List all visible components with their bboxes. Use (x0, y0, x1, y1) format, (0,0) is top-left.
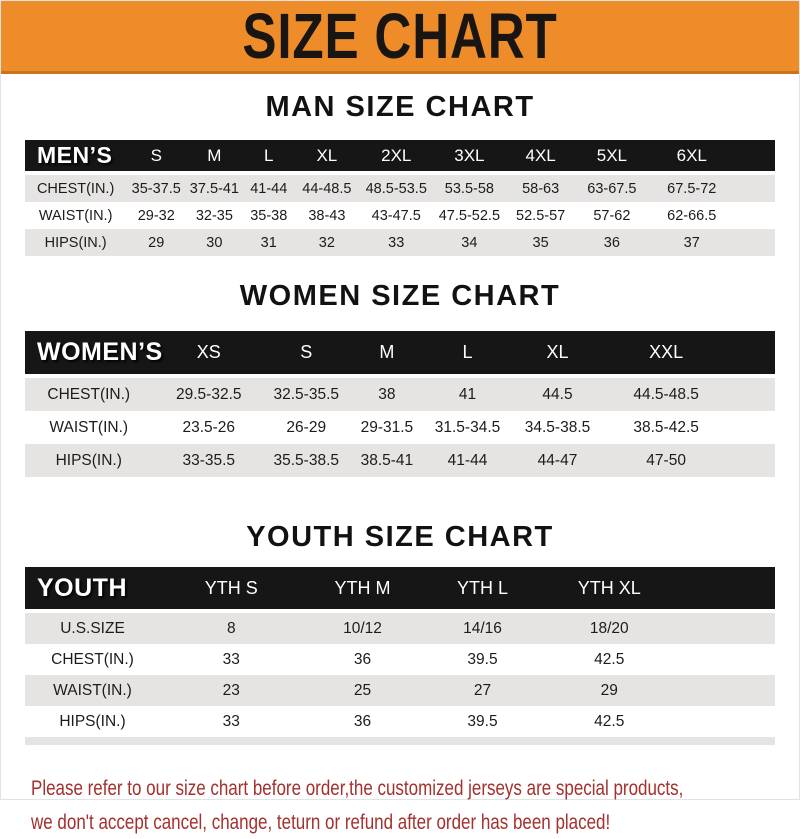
measurement-row (25, 611, 775, 644)
size-column-header: YTH XL (543, 567, 776, 611)
size-value: 34.5-38.5 (509, 411, 607, 444)
size-header-row (25, 140, 775, 173)
size-value: 29 (543, 675, 776, 706)
size-column-header: M (186, 140, 242, 173)
size-column-header: YTH S (160, 567, 303, 611)
size-column-header: M (348, 331, 427, 376)
size-column-header: L (243, 140, 296, 173)
size-value: 8 (160, 611, 303, 644)
size-value: 38 (348, 376, 427, 411)
size-value: 62-66.5 (648, 202, 776, 229)
size-column-header: XS (153, 331, 266, 376)
measurement-row (25, 229, 775, 256)
size-column-header: XL (509, 331, 607, 376)
size-value: 41 (426, 376, 509, 411)
size-column-header: S (265, 331, 348, 376)
size-value: 42.5 (543, 706, 776, 741)
size-value: 32.5-35.5 (265, 376, 348, 411)
size-column-header: 3XL (434, 140, 505, 173)
women-size-table (25, 331, 775, 477)
size-value: 37 (648, 229, 776, 256)
size-header-row (25, 567, 775, 611)
size-column-header: 2XL (359, 140, 434, 173)
size-value: 52.5-57 (505, 202, 576, 229)
size-value: 42.5 (543, 644, 776, 675)
size-value: 23 (160, 675, 303, 706)
banner (1, 1, 799, 74)
size-value: 63-67.5 (576, 173, 647, 202)
men-section-title: MAN SIZE CHART (265, 91, 535, 123)
measurement-row (25, 376, 775, 411)
size-value: 32 (295, 229, 359, 256)
size-value: 35 (505, 229, 576, 256)
size-value: 18/20 (543, 611, 776, 644)
size-value: 35-37.5 (126, 173, 186, 202)
size-value: 14/16 (423, 611, 543, 644)
size-value: 44-48.5 (295, 173, 359, 202)
size-value: 39.5 (423, 644, 543, 675)
row-label: HIPS(IN.) (25, 444, 153, 477)
size-value: 29.5-32.5 (153, 376, 266, 411)
size-value: 39.5 (423, 706, 543, 741)
size-value: 67.5-72 (648, 173, 776, 202)
row-label: CHEST(IN.) (25, 644, 160, 675)
size-value: 57-62 (576, 202, 647, 229)
row-label: U.S.SIZE (25, 611, 160, 644)
size-value: 43-47.5 (359, 202, 434, 229)
size-column-header: 5XL (576, 140, 647, 173)
measurement-row (25, 675, 775, 706)
size-value: 31 (243, 229, 296, 256)
size-column-header: XL (295, 140, 359, 173)
size-value: 44.5-48.5 (606, 376, 775, 411)
measurement-row (25, 202, 775, 229)
size-value: 48.5-53.5 (359, 173, 434, 202)
size-value: 33 (160, 706, 303, 741)
size-value: 38.5-42.5 (606, 411, 775, 444)
size-value: 33 (160, 644, 303, 675)
size-value: 33-35.5 (153, 444, 266, 477)
size-value: 53.5-58 (434, 173, 505, 202)
footer-notice (31, 771, 799, 839)
size-value: 47.5-52.5 (434, 202, 505, 229)
measurement-row (25, 644, 775, 675)
size-value: 29-31.5 (348, 411, 427, 444)
size-value: 23.5-26 (153, 411, 266, 444)
size-value: 27 (423, 675, 543, 706)
size-value: 26-29 (265, 411, 348, 444)
notice-line-1: Please refer to our size chart before order,the customized jerseys are special products, (31, 776, 684, 800)
size-value: 44-47 (509, 444, 607, 477)
section-women (1, 256, 799, 477)
size-value: 36 (303, 706, 423, 741)
size-column-header: S (126, 140, 186, 173)
banner-title: SIZE CHART (242, 1, 558, 72)
row-label: CHEST(IN.) (25, 376, 153, 411)
notice-line-2: we don't accept cancel, change, teturn or refund after order has been placed! (31, 810, 611, 834)
youth-size-table (25, 567, 775, 745)
size-column-header: 4XL (505, 140, 576, 173)
size-value: 31.5-34.5 (426, 411, 509, 444)
row-label: HIPS(IN.) (25, 706, 160, 741)
group-label: MEN’S (25, 140, 126, 173)
size-value: 47-50 (606, 444, 775, 477)
size-value: 38.5-41 (348, 444, 427, 477)
group-label: WOMEN’S (25, 331, 153, 376)
size-column-header: L (426, 331, 509, 376)
section-youth (1, 477, 799, 745)
size-value: 25 (303, 675, 423, 706)
measurement-row (25, 444, 775, 477)
size-value: 34 (434, 229, 505, 256)
size-value: 36 (303, 644, 423, 675)
measurement-row (25, 411, 775, 444)
size-value: 30 (186, 229, 242, 256)
size-value: 35-38 (243, 202, 296, 229)
size-column-header: XXL (606, 331, 775, 376)
measurement-row (25, 173, 775, 202)
group-label: YOUTH (25, 567, 160, 611)
men-size-table (25, 140, 775, 256)
size-value: 38-43 (295, 202, 359, 229)
size-value: 36 (576, 229, 647, 256)
size-column-header: YTH M (303, 567, 423, 611)
row-label: HIPS(IN.) (25, 229, 126, 256)
size-value: 41-44 (426, 444, 509, 477)
row-label: WAIST(IN.) (25, 675, 160, 706)
women-section-title: WOMEN SIZE CHART (239, 280, 561, 312)
size-value: 41-44 (243, 173, 296, 202)
row-label: WAIST(IN.) (25, 411, 153, 444)
size-column-header: YTH L (423, 567, 543, 611)
section-men (1, 74, 799, 256)
size-value: 33 (359, 229, 434, 256)
size-value: 29 (126, 229, 186, 256)
row-label: CHEST(IN.) (25, 173, 126, 202)
size-value: 44.5 (509, 376, 607, 411)
size-value: 29-32 (126, 202, 186, 229)
size-column-header: 6XL (648, 140, 776, 173)
size-value: 37.5-41 (186, 173, 242, 202)
size-value: 10/12 (303, 611, 423, 644)
size-value: 35.5-38.5 (265, 444, 348, 477)
size-value: 58-63 (505, 173, 576, 202)
size-value: 32-35 (186, 202, 242, 229)
youth-section-title: YOUTH SIZE CHART (246, 521, 554, 553)
row-label: WAIST(IN.) (25, 202, 126, 229)
size-header-row (25, 331, 775, 376)
measurement-row (25, 706, 775, 741)
